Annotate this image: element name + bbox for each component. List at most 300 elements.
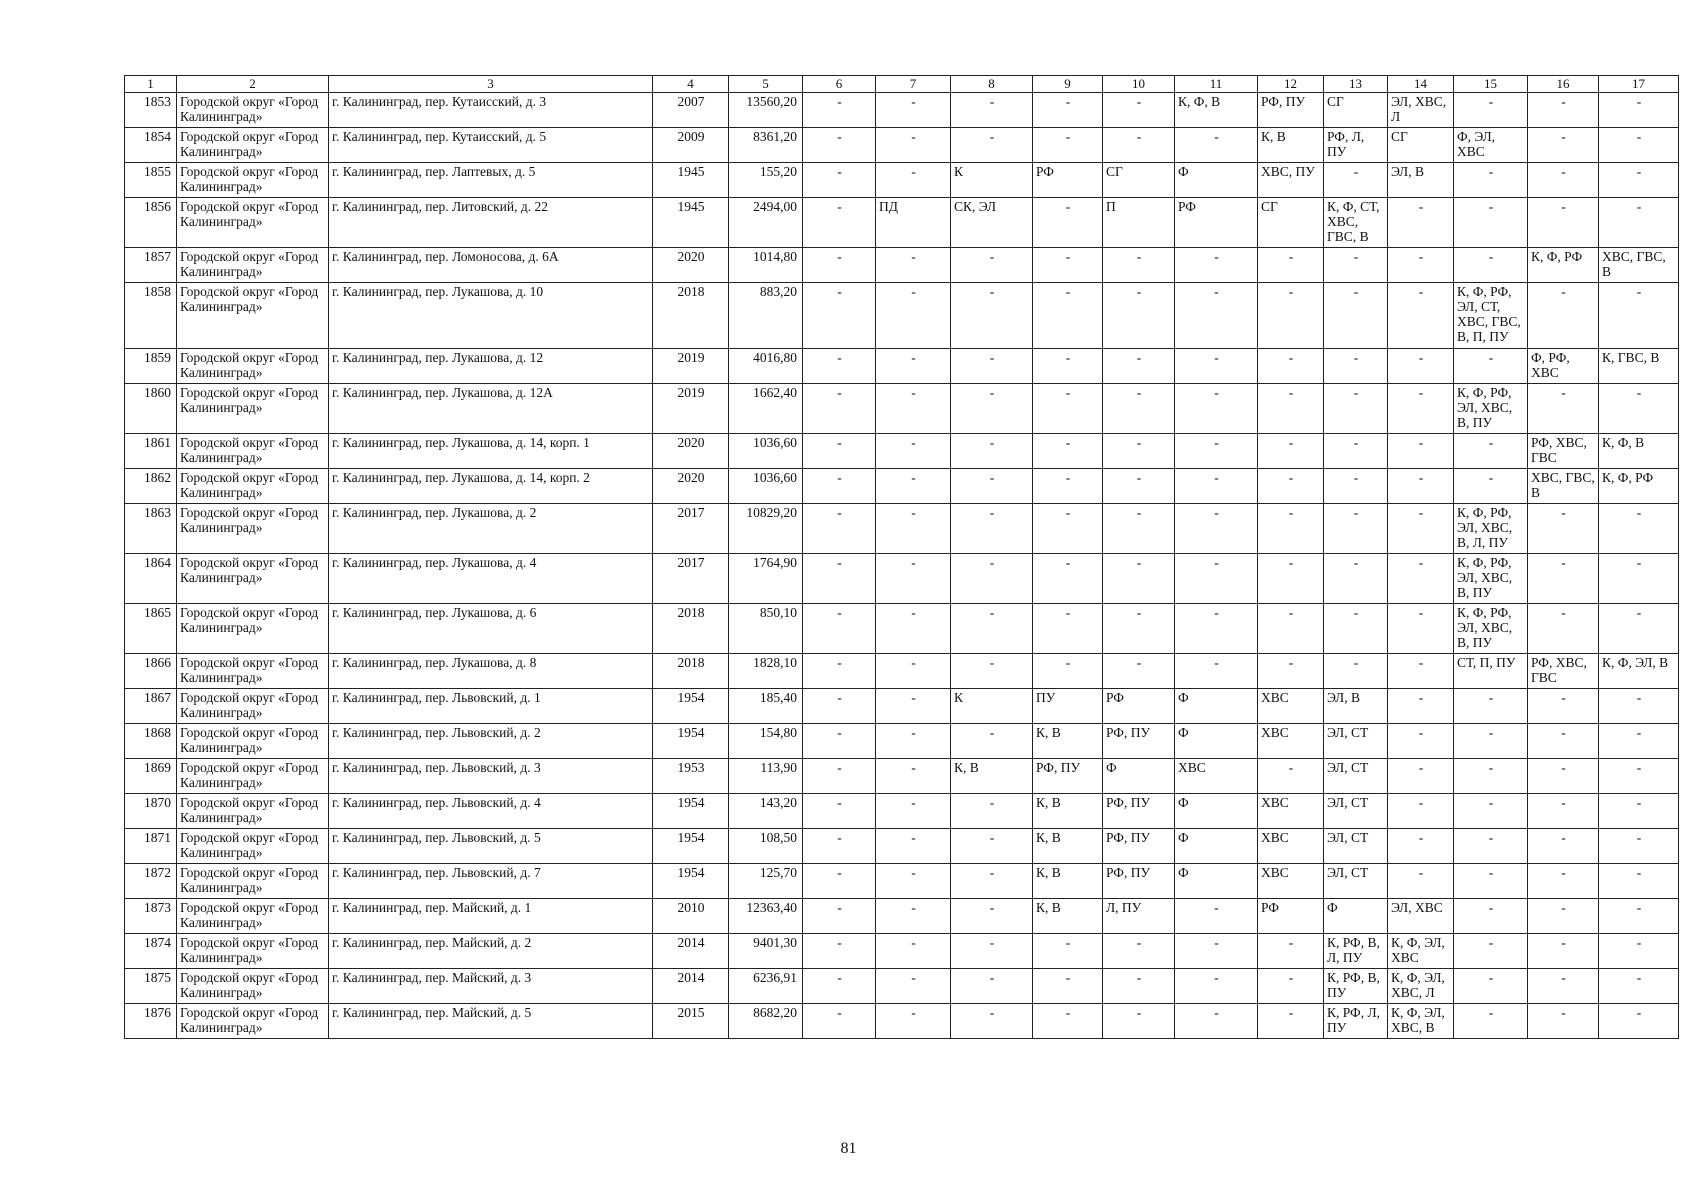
work-type-cell-14: - [1388, 198, 1454, 248]
work-type-cell-13: - [1324, 604, 1388, 654]
district-cell: Городской округ «Город Калининград» [177, 554, 329, 604]
work-type-cell-14: - [1388, 794, 1454, 829]
row-number-cell: 1854 [125, 128, 177, 163]
work-type-cell-12: - [1258, 934, 1324, 969]
work-type-cell-15: - [1454, 724, 1528, 759]
district-cell: Городской округ «Город Калининград» [177, 654, 329, 689]
work-type-cell-8: - [951, 604, 1033, 654]
work-type-cell-8: - [951, 384, 1033, 434]
work-type-cell-14: - [1388, 604, 1454, 654]
table-row [125, 864, 1679, 899]
address-cell: г. Калининград, пер. Майский, д. 1 [329, 899, 653, 934]
work-type-cell-11: - [1175, 434, 1258, 469]
work-type-cell-17: ХВС, ГВС, В [1599, 248, 1679, 283]
table-row [125, 554, 1679, 604]
work-type-cell-7: - [876, 899, 951, 934]
work-type-cell-8: - [951, 969, 1033, 1004]
work-type-cell-11: - [1175, 469, 1258, 504]
district-cell: Городской округ «Город Калининград» [177, 469, 329, 504]
work-type-cell-10: П [1103, 198, 1175, 248]
year-cell: 2019 [653, 384, 729, 434]
district-cell: Городской округ «Город Калининград» [177, 934, 329, 969]
work-type-cell-13: - [1324, 248, 1388, 283]
address-cell: г. Калининград, пер. Майский, д. 3 [329, 969, 653, 1004]
year-cell: 2018 [653, 604, 729, 654]
work-type-cell-13: ЭЛ, СТ [1324, 724, 1388, 759]
year-cell: 2010 [653, 899, 729, 934]
work-type-cell-12: ХВС [1258, 689, 1324, 724]
work-type-cell-17: К, Ф, ЭЛ, В [1599, 654, 1679, 689]
work-type-cell-10: - [1103, 969, 1175, 1004]
year-cell: 2018 [653, 654, 729, 689]
row-number-cell: 1861 [125, 434, 177, 469]
table-row [125, 654, 1679, 689]
table-row [125, 829, 1679, 864]
work-type-cell-6: - [803, 969, 876, 1004]
work-type-cell-16: - [1528, 969, 1599, 1004]
work-type-cell-8: - [951, 864, 1033, 899]
address-cell: г. Калининград, пер. Лукашова, д. 4 [329, 554, 653, 604]
work-type-cell-8: - [951, 128, 1033, 163]
district-cell: Городской округ «Город Калининград» [177, 163, 329, 198]
address-cell: г. Калининград, пер. Лаптевых, д. 5 [329, 163, 653, 198]
work-type-cell-17: - [1599, 604, 1679, 654]
table-body [125, 93, 1679, 1039]
work-type-cell-10: - [1103, 434, 1175, 469]
work-type-cell-9: - [1033, 604, 1103, 654]
row-number-cell: 1870 [125, 794, 177, 829]
work-type-cell-11: К, Ф, В [1175, 93, 1258, 128]
work-type-cell-7: - [876, 349, 951, 384]
district-cell: Городской округ «Город Калининград» [177, 384, 329, 434]
work-type-cell-12: ХВС [1258, 724, 1324, 759]
work-type-cell-17: - [1599, 934, 1679, 969]
work-type-cell-16: - [1528, 93, 1599, 128]
work-type-cell-7: - [876, 504, 951, 554]
work-type-cell-12: ХВС, ПУ [1258, 163, 1324, 198]
work-type-cell-16: - [1528, 864, 1599, 899]
work-type-cell-11: Ф [1175, 724, 1258, 759]
work-type-cell-8: - [951, 248, 1033, 283]
row-number-cell: 1853 [125, 93, 177, 128]
address-cell: г. Калининград, пер. Кутаисский, д. 5 [329, 128, 653, 163]
work-type-cell-7: - [876, 689, 951, 724]
column-header-1: 1 [125, 76, 177, 93]
table-row [125, 899, 1679, 934]
work-type-cell-15: - [1454, 349, 1528, 384]
column-header-11: 11 [1175, 76, 1258, 93]
work-type-cell-12: ХВС [1258, 829, 1324, 864]
work-type-cell-11: - [1175, 349, 1258, 384]
address-cell: г. Калининград, пер. Лукашова, д. 14, корп. 1 [329, 434, 653, 469]
work-type-cell-17: К, ГВС, В [1599, 349, 1679, 384]
area-cell: 125,70 [729, 864, 803, 899]
row-number-cell: 1864 [125, 554, 177, 604]
work-type-cell-6: - [803, 283, 876, 349]
address-cell: г. Калининград, пер. Лукашова, д. 12 [329, 349, 653, 384]
table-row [125, 794, 1679, 829]
year-cell: 2018 [653, 283, 729, 349]
work-type-cell-10: РФ [1103, 689, 1175, 724]
district-cell: Городской округ «Город Калининград» [177, 128, 329, 163]
work-type-cell-16: Ф, РФ, ХВС [1528, 349, 1599, 384]
year-cell: 2017 [653, 504, 729, 554]
work-type-cell-7: - [876, 93, 951, 128]
work-type-cell-8: - [951, 899, 1033, 934]
address-cell: г. Калининград, пер. Кутаисский, д. 3 [329, 93, 653, 128]
address-cell: г. Калининград, пер. Лукашова, д. 2 [329, 504, 653, 554]
work-type-cell-9: К, В [1033, 794, 1103, 829]
address-cell: г. Калининград, пер. Литовский, д. 22 [329, 198, 653, 248]
work-type-cell-7: - [876, 864, 951, 899]
table-header [125, 76, 1679, 93]
work-type-cell-7: - [876, 724, 951, 759]
work-type-cell-14: - [1388, 724, 1454, 759]
column-header-12: 12 [1258, 76, 1324, 93]
table-row [125, 384, 1679, 434]
work-type-cell-12: - [1258, 1004, 1324, 1039]
district-cell: Городской округ «Город Калининград» [177, 759, 329, 794]
work-type-cell-16: - [1528, 794, 1599, 829]
table-row [125, 969, 1679, 1004]
work-type-cell-15: - [1454, 794, 1528, 829]
row-number-cell: 1871 [125, 829, 177, 864]
district-cell: Городской округ «Город Калининград» [177, 349, 329, 384]
work-type-cell-17: - [1599, 724, 1679, 759]
work-type-cell-8: - [951, 469, 1033, 504]
work-type-cell-9: К, В [1033, 864, 1103, 899]
address-cell: г. Калининград, пер. Майский, д. 5 [329, 1004, 653, 1039]
work-type-cell-8: К, В [951, 759, 1033, 794]
year-cell: 2020 [653, 469, 729, 504]
work-type-cell-13: - [1324, 554, 1388, 604]
work-type-cell-10: РФ, ПУ [1103, 864, 1175, 899]
district-cell: Городской округ «Город Калининград» [177, 864, 329, 899]
work-type-cell-14: - [1388, 864, 1454, 899]
column-header-17: 17 [1599, 76, 1679, 93]
work-type-cell-16: - [1528, 554, 1599, 604]
work-type-cell-14: - [1388, 654, 1454, 689]
column-header-13: 13 [1324, 76, 1388, 93]
work-type-cell-16: - [1528, 198, 1599, 248]
work-type-cell-12: - [1258, 759, 1324, 794]
work-type-cell-8: - [951, 93, 1033, 128]
work-type-cell-11: - [1175, 504, 1258, 554]
work-type-cell-13: РФ, Л, ПУ [1324, 128, 1388, 163]
work-type-cell-12: - [1258, 504, 1324, 554]
work-type-cell-11: РФ [1175, 198, 1258, 248]
work-type-cell-14: - [1388, 829, 1454, 864]
area-cell: 9401,30 [729, 934, 803, 969]
district-cell: Городской округ «Город Калининград» [177, 969, 329, 1004]
work-type-cell-16: - [1528, 504, 1599, 554]
area-cell: 850,10 [729, 604, 803, 654]
work-type-cell-11: - [1175, 969, 1258, 1004]
work-type-cell-10: - [1103, 283, 1175, 349]
column-header-6: 6 [803, 76, 876, 93]
year-cell: 1954 [653, 794, 729, 829]
work-type-cell-17: - [1599, 198, 1679, 248]
work-type-cell-15: К, Ф, РФ, ЭЛ, ХВС, В, ПУ [1454, 604, 1528, 654]
work-type-cell-6: - [803, 163, 876, 198]
work-type-cell-12: - [1258, 349, 1324, 384]
area-cell: 10829,20 [729, 504, 803, 554]
table-row [125, 689, 1679, 724]
work-type-cell-7: - [876, 128, 951, 163]
work-type-cell-12: ХВС [1258, 864, 1324, 899]
work-type-cell-9: - [1033, 93, 1103, 128]
work-type-cell-8: СК, ЭЛ [951, 198, 1033, 248]
address-cell: г. Калининград, пер. Лукашова, д. 8 [329, 654, 653, 689]
work-type-cell-13: СГ [1324, 93, 1388, 128]
work-type-cell-15: Ф, ЭЛ, ХВС [1454, 128, 1528, 163]
work-type-cell-6: - [803, 829, 876, 864]
work-type-cell-17: - [1599, 829, 1679, 864]
work-type-cell-14: - [1388, 283, 1454, 349]
work-type-cell-13: ЭЛ, СТ [1324, 794, 1388, 829]
work-type-cell-6: - [803, 554, 876, 604]
area-cell: 4016,80 [729, 349, 803, 384]
year-cell: 2007 [653, 93, 729, 128]
work-type-cell-10: Л, ПУ [1103, 899, 1175, 934]
area-cell: 8682,20 [729, 1004, 803, 1039]
work-type-cell-13: ЭЛ, СТ [1324, 759, 1388, 794]
work-type-cell-6: - [803, 934, 876, 969]
work-type-cell-7: - [876, 604, 951, 654]
work-type-cell-8: К [951, 163, 1033, 198]
work-type-cell-11: - [1175, 604, 1258, 654]
work-type-cell-15: - [1454, 198, 1528, 248]
area-cell: 6236,91 [729, 969, 803, 1004]
area-cell: 143,20 [729, 794, 803, 829]
work-type-cell-6: - [803, 604, 876, 654]
address-cell: г. Калининград, пер. Лукашова, д. 6 [329, 604, 653, 654]
year-cell: 2014 [653, 969, 729, 1004]
work-type-cell-15: К, Ф, РФ, ЭЛ, СТ, ХВС, ГВС, В, П, ПУ [1454, 283, 1528, 349]
column-header-4: 4 [653, 76, 729, 93]
work-type-cell-10: - [1103, 128, 1175, 163]
district-cell: Городской округ «Город Калининград» [177, 829, 329, 864]
table-row [125, 434, 1679, 469]
work-type-cell-15: - [1454, 248, 1528, 283]
table-row [125, 163, 1679, 198]
work-type-cell-9: - [1033, 434, 1103, 469]
row-number-cell: 1858 [125, 283, 177, 349]
year-cell: 1954 [653, 829, 729, 864]
work-type-cell-6: - [803, 724, 876, 759]
work-type-cell-13: - [1324, 434, 1388, 469]
work-type-cell-17: - [1599, 864, 1679, 899]
work-type-cell-6: - [803, 198, 876, 248]
work-type-cell-14: - [1388, 248, 1454, 283]
work-type-cell-7: - [876, 434, 951, 469]
work-type-cell-6: - [803, 128, 876, 163]
table-row [125, 128, 1679, 163]
work-type-cell-9: РФ [1033, 163, 1103, 198]
work-type-cell-15: - [1454, 864, 1528, 899]
work-type-cell-6: - [803, 1004, 876, 1039]
work-type-cell-13: ЭЛ, СТ [1324, 864, 1388, 899]
work-type-cell-9: - [1033, 248, 1103, 283]
area-cell: 1036,60 [729, 434, 803, 469]
column-header-2: 2 [177, 76, 329, 93]
district-cell: Городской округ «Город Калининград» [177, 504, 329, 554]
work-type-cell-11: - [1175, 384, 1258, 434]
work-type-cell-15: - [1454, 469, 1528, 504]
work-type-cell-15: - [1454, 163, 1528, 198]
district-cell: Городской округ «Город Калининград» [177, 724, 329, 759]
area-cell: 1036,60 [729, 469, 803, 504]
column-header-14: 14 [1388, 76, 1454, 93]
work-type-cell-14: - [1388, 689, 1454, 724]
work-type-cell-15: - [1454, 759, 1528, 794]
work-type-cell-9: РФ, ПУ [1033, 759, 1103, 794]
work-type-cell-9: - [1033, 934, 1103, 969]
work-type-cell-6: - [803, 689, 876, 724]
work-type-cell-7: - [876, 283, 951, 349]
table-row [125, 724, 1679, 759]
year-cell: 1954 [653, 724, 729, 759]
address-cell: г. Калининград, пер. Львовский, д. 1 [329, 689, 653, 724]
work-type-cell-10: - [1103, 504, 1175, 554]
area-cell: 1764,90 [729, 554, 803, 604]
work-type-cell-11: Ф [1175, 689, 1258, 724]
row-number-cell: 1859 [125, 349, 177, 384]
work-type-cell-16: К, Ф, РФ [1528, 248, 1599, 283]
area-cell: 113,90 [729, 759, 803, 794]
work-type-cell-6: - [803, 248, 876, 283]
work-type-cell-8: - [951, 554, 1033, 604]
work-type-cell-13: К, РФ, Л, ПУ [1324, 1004, 1388, 1039]
work-type-cell-8: - [951, 504, 1033, 554]
work-type-cell-13: - [1324, 504, 1388, 554]
work-type-cell-8: - [951, 283, 1033, 349]
work-type-cell-17: - [1599, 384, 1679, 434]
work-type-cell-6: - [803, 864, 876, 899]
work-type-cell-9: - [1033, 969, 1103, 1004]
work-type-cell-15: - [1454, 829, 1528, 864]
address-cell: г. Калининград, пер. Львовский, д. 5 [329, 829, 653, 864]
work-type-cell-14: ЭЛ, В [1388, 163, 1454, 198]
work-type-cell-14: К, Ф, ЭЛ, ХВС [1388, 934, 1454, 969]
work-type-cell-13: - [1324, 349, 1388, 384]
column-header-5: 5 [729, 76, 803, 93]
work-type-cell-13: - [1324, 384, 1388, 434]
work-type-cell-6: - [803, 794, 876, 829]
column-header-10: 10 [1103, 76, 1175, 93]
work-type-cell-17: К, Ф, В [1599, 434, 1679, 469]
column-header-9: 9 [1033, 76, 1103, 93]
work-type-cell-8: - [951, 794, 1033, 829]
work-type-cell-9: - [1033, 1004, 1103, 1039]
area-cell: 155,20 [729, 163, 803, 198]
address-cell: г. Калининград, пер. Львовский, д. 2 [329, 724, 653, 759]
work-type-cell-11: - [1175, 554, 1258, 604]
year-cell: 1954 [653, 689, 729, 724]
year-cell: 1954 [653, 864, 729, 899]
work-type-cell-17: - [1599, 689, 1679, 724]
work-type-cell-8: - [951, 434, 1033, 469]
address-cell: г. Калининград, пер. Ломоносова, д. 6А [329, 248, 653, 283]
district-cell: Городской округ «Город Калининград» [177, 899, 329, 934]
work-type-cell-9: - [1033, 504, 1103, 554]
work-type-cell-7: - [876, 829, 951, 864]
work-type-cell-9: - [1033, 128, 1103, 163]
work-type-cell-8: К [951, 689, 1033, 724]
year-cell: 1945 [653, 198, 729, 248]
work-type-cell-14: СГ [1388, 128, 1454, 163]
row-number-cell: 1866 [125, 654, 177, 689]
work-type-cell-8: - [951, 1004, 1033, 1039]
work-type-cell-16: - [1528, 128, 1599, 163]
year-cell: 2009 [653, 128, 729, 163]
work-type-cell-9: - [1033, 283, 1103, 349]
work-type-cell-14: - [1388, 349, 1454, 384]
work-type-cell-11: Ф [1175, 794, 1258, 829]
work-type-cell-7: - [876, 794, 951, 829]
work-type-cell-11: - [1175, 899, 1258, 934]
work-type-cell-13: К, РФ, В, ПУ [1324, 969, 1388, 1004]
work-type-cell-17: К, Ф, РФ [1599, 469, 1679, 504]
address-cell: г. Калининград, пер. Львовский, д. 3 [329, 759, 653, 794]
work-type-cell-13: - [1324, 654, 1388, 689]
work-type-cell-9: К, В [1033, 724, 1103, 759]
row-number-cell: 1873 [125, 899, 177, 934]
work-type-cell-16: ХВС, ГВС, В [1528, 469, 1599, 504]
work-type-cell-8: - [951, 724, 1033, 759]
row-number-cell: 1869 [125, 759, 177, 794]
row-number-cell: 1868 [125, 724, 177, 759]
work-type-cell-13: К, РФ, В, Л, ПУ [1324, 934, 1388, 969]
table-row [125, 469, 1679, 504]
row-number-cell: 1862 [125, 469, 177, 504]
work-type-cell-14: ЭЛ, ХВС, Л [1388, 93, 1454, 128]
work-type-cell-16: - [1528, 689, 1599, 724]
work-type-cell-15: - [1454, 969, 1528, 1004]
work-type-cell-13: К, Ф, СТ, ХВС, ГВС, В [1324, 198, 1388, 248]
work-type-cell-10: - [1103, 604, 1175, 654]
table-row [125, 93, 1679, 128]
area-cell: 1662,40 [729, 384, 803, 434]
table-row [125, 198, 1679, 248]
work-type-cell-9: - [1033, 349, 1103, 384]
work-type-cell-12: СГ [1258, 198, 1324, 248]
work-type-cell-16: РФ, ХВС, ГВС [1528, 434, 1599, 469]
column-header-15: 15 [1454, 76, 1528, 93]
work-type-cell-7: - [876, 934, 951, 969]
work-type-cell-9: - [1033, 654, 1103, 689]
work-type-cell-6: - [803, 93, 876, 128]
row-number-cell: 1876 [125, 1004, 177, 1039]
work-type-cell-17: - [1599, 128, 1679, 163]
work-type-cell-10: - [1103, 934, 1175, 969]
work-type-cell-10: - [1103, 554, 1175, 604]
work-type-cell-11: Ф [1175, 163, 1258, 198]
district-cell: Городской округ «Город Калининград» [177, 198, 329, 248]
work-type-cell-7: - [876, 469, 951, 504]
work-type-cell-14: - [1388, 434, 1454, 469]
work-type-cell-12: ХВС [1258, 794, 1324, 829]
row-number-cell: 1872 [125, 864, 177, 899]
work-type-cell-16: - [1528, 724, 1599, 759]
work-type-cell-14: К, Ф, ЭЛ, ХВС, В [1388, 1004, 1454, 1039]
work-type-cell-16: - [1528, 1004, 1599, 1039]
work-type-cell-6: - [803, 899, 876, 934]
work-type-cell-9: - [1033, 469, 1103, 504]
column-header-16: 16 [1528, 76, 1599, 93]
work-type-cell-12: - [1258, 554, 1324, 604]
work-type-cell-16: РФ, ХВС, ГВС [1528, 654, 1599, 689]
